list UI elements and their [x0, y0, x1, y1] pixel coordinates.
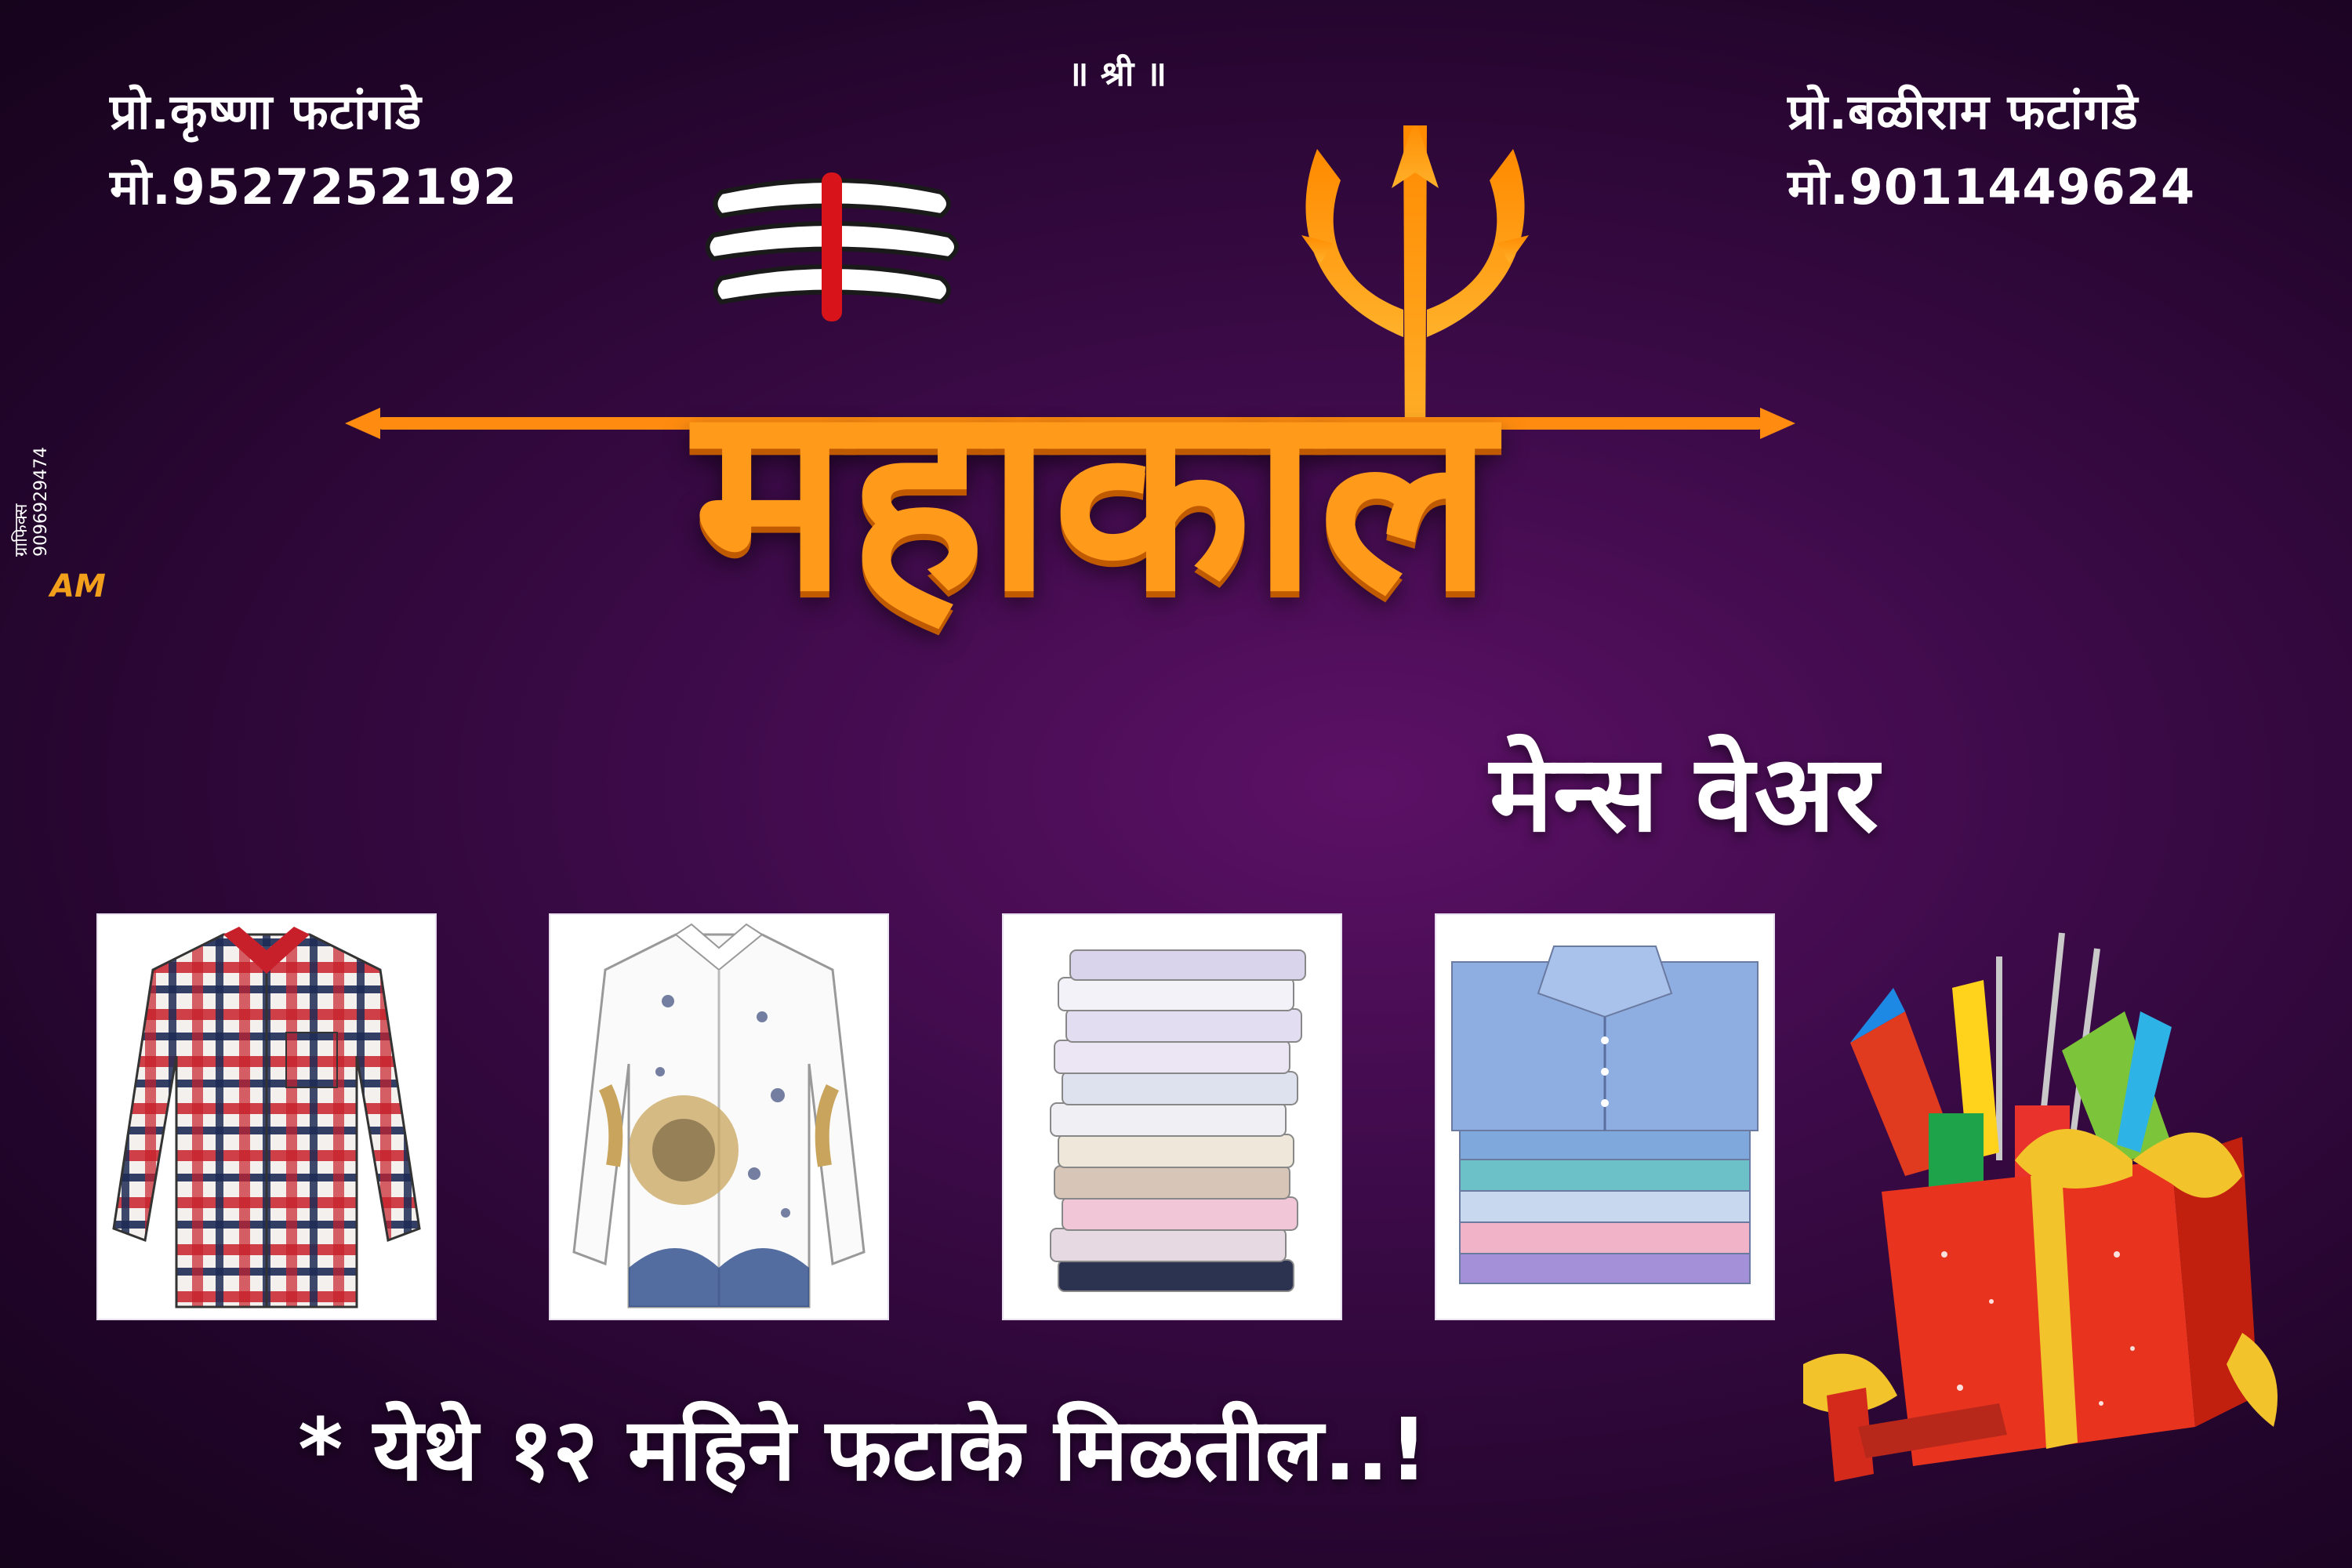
brand-subtitle: मेन्स वेअर — [1490, 732, 1878, 855]
watermark-phone: 9096929474 — [31, 447, 52, 557]
owner-left — [110, 74, 517, 225]
owner-right-phone[interactable]: मो.9011449624 — [1788, 158, 2196, 216]
designer-watermark — [12, 439, 118, 619]
product-card-blue-shirts[interactable] — [1435, 913, 1775, 1320]
firecracker-gift-icon — [1803, 925, 2289, 1490]
tripundra-icon — [706, 169, 964, 325]
owner-right-name: प्रो.बळीराम फटांगडे — [1788, 83, 2139, 140]
owner-left-phone[interactable]: मो.9527252192 — [110, 158, 518, 216]
watermark-name: ग्राफिक्स — [12, 503, 31, 557]
checked-shirt-icon — [98, 915, 435, 1319]
product-card-checked-shirt[interactable] — [96, 913, 437, 1320]
printed-shirt-icon — [550, 915, 887, 1319]
owner-right — [1788, 74, 2195, 225]
product-card-printed-shirt[interactable] — [549, 913, 889, 1320]
watermark-logo: AM — [50, 568, 106, 604]
blessing-text: ॥ श्री ॥ — [1068, 54, 1167, 94]
product-card-folded-shirts[interactable] — [1002, 913, 1342, 1320]
brand-title: महाकाल — [693, 347, 1494, 648]
blue-shirts-stack-icon — [1436, 915, 1773, 1319]
offer-text: * येथे १२ महिने फटाके मिळतील..! — [298, 1399, 1428, 1500]
owner-left-name: प्रो.कृष्णा फटांगडे — [110, 83, 423, 140]
folded-shirts-stack-icon — [1004, 915, 1341, 1319]
